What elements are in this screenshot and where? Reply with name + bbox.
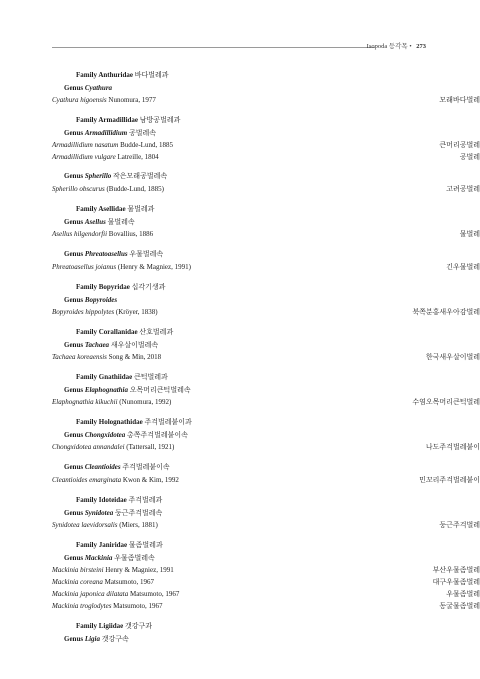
genus-korean-name: 공벌레속	[127, 129, 157, 137]
species-korean-name: 긴우물벌레	[446, 263, 480, 271]
genus-korean-name: 물벌레속	[105, 218, 135, 226]
species-korean-name: 큰머리공벌레	[439, 141, 480, 149]
genus-name: Phreatoasellus	[84, 250, 128, 258]
family-name: Family Ligiidae	[76, 622, 124, 630]
species-korean-name: 고려공벌레	[446, 185, 480, 193]
species-name: Mackinia coreana	[52, 578, 103, 586]
genus-korean-name: 작은모래공벌레속	[111, 172, 168, 180]
species-name: Mackinia birsteini	[52, 566, 104, 574]
species-author: Matsumoto, 1967	[128, 590, 180, 598]
genus-korean-name: 오목머리큰턱벌레속	[128, 386, 191, 394]
species-entry	[0, 184, 480, 194]
family-heading	[0, 115, 480, 125]
species-entry	[0, 307, 480, 317]
species-name: Tachaea koreaensis	[52, 353, 107, 361]
species-korean-name: 민꼬리주걱벌레붙이	[419, 476, 480, 484]
family-korean-name: 물벌레과	[125, 205, 155, 213]
species-korean-name: 북쪽분홍새우아감벌레	[412, 308, 480, 316]
family-name: Family Armadillidae	[76, 116, 139, 124]
genus-korean-name: 주걱벌레붙이속	[120, 463, 170, 471]
header-bullet: •	[409, 43, 412, 50]
genus-korean-name: 총쪽주걱벌레붙이속	[125, 431, 188, 439]
species-name: Cleantioides emarginata	[52, 476, 122, 484]
genus-name: Asellus	[84, 218, 106, 226]
genus-heading	[0, 634, 480, 644]
species-name: Armadillidium vulgare	[52, 153, 116, 161]
species-entry	[0, 229, 480, 239]
species-name: Elaphognathia kikuchii	[52, 398, 118, 406]
species-entry	[0, 601, 480, 611]
genus-heading	[0, 553, 480, 563]
family-korean-name: 물좀벌레과	[127, 541, 163, 549]
genus-prefix: Genus	[64, 463, 85, 471]
species-name: Synidotea laevidorsalis	[52, 521, 118, 529]
species-author: Budde-Lund, 1885	[118, 141, 173, 149]
genus-name: Synidotea	[84, 509, 114, 517]
species-entry	[0, 262, 480, 272]
family-name: Family Janiridae	[76, 541, 128, 549]
family-name: Family Idoteidae	[76, 496, 127, 504]
genus-prefix: Genus	[64, 218, 85, 226]
species-entry	[0, 475, 480, 485]
species-author: (Miers, 1881)	[117, 521, 158, 529]
species-korean-name: 나도주걱벌레붙이	[425, 443, 480, 451]
genus-prefix: Genus	[64, 341, 85, 349]
species-author: Bovallius, 1886	[107, 230, 154, 238]
family-korean-name: 바다벌레과	[132, 71, 169, 79]
genus-heading	[0, 83, 480, 93]
genus-name: Elaphognathia	[84, 386, 128, 394]
genus-name: Bopyroides	[84, 296, 118, 304]
species-korean-name: 물벌레	[459, 230, 480, 238]
genus-heading	[0, 217, 480, 227]
genus-korean-name: 우물벌레속	[127, 250, 164, 258]
species-author: Matsumoto, 1967	[102, 578, 155, 586]
genus-name: Cyathura	[84, 84, 113, 92]
species-name: Spherillo obscurus	[52, 185, 105, 193]
genus-prefix: Genus	[64, 635, 85, 643]
genus-heading	[0, 385, 480, 395]
species-author: Kwon & Kim, 1992	[121, 476, 179, 484]
species-author: (Tattersall, 1921)	[124, 443, 175, 451]
genus-name: Tachaea	[84, 341, 110, 349]
species-name: Mackinia troglodytes	[52, 602, 112, 610]
family-korean-name: 큰턱벌레과	[132, 373, 168, 381]
genus-heading	[0, 508, 480, 518]
family-name: Family Corallanidae	[76, 328, 138, 336]
family-korean-name: 십각기생과	[129, 283, 166, 291]
genus-name: Mackinia	[84, 554, 113, 562]
species-korean-name: 우물좀벌레	[446, 590, 480, 598]
species-name: Cyathura higoensis	[52, 96, 107, 104]
family-name: Family Anthuridae	[76, 71, 133, 79]
genus-prefix: Genus	[64, 509, 85, 517]
species-name: Phreatoasellus joianus	[52, 263, 117, 271]
header-text	[367, 41, 426, 50]
species-entry	[0, 442, 480, 452]
genus-prefix: Genus	[64, 250, 85, 258]
species-author: Henry & Magniez, 1991	[103, 566, 174, 574]
species-entry	[0, 520, 480, 530]
genus-prefix: Genus	[64, 554, 85, 562]
genus-korean-name: 둥근주걱벌레속	[113, 509, 163, 517]
family-korean-name: 주걱벌레과	[126, 496, 163, 504]
family-heading	[0, 621, 480, 631]
genus-heading	[0, 462, 480, 472]
genus-korean-name: 새우살이벌레속	[109, 341, 159, 349]
family-name: Family Bopyridae	[76, 283, 130, 291]
species-korean-name: 수염오목머리큰턱벌레	[412, 398, 480, 406]
family-heading	[0, 495, 480, 505]
family-korean-name: 주걱벌레붙이과	[142, 418, 192, 426]
species-korean-name: 대구우물좀벌레	[432, 578, 480, 586]
species-author: Nunomura, 1977	[106, 96, 156, 104]
genus-heading	[0, 430, 480, 440]
species-author: (Budde-Lund, 1885)	[104, 185, 164, 193]
header-rule	[52, 47, 375, 48]
species-author: (Kröyer, 1838)	[114, 308, 158, 316]
family-heading	[0, 282, 480, 292]
species-korean-name: 한국새우살이벌레	[425, 353, 480, 361]
family-heading	[0, 70, 480, 80]
species-entry	[0, 152, 480, 162]
genus-heading	[0, 128, 480, 138]
genus-prefix: Genus	[64, 431, 85, 439]
genus-korean-name: 갯강구속	[99, 635, 129, 643]
species-author: Matsumoto, 1967	[111, 602, 163, 610]
genus-name: Armadillidium	[84, 129, 128, 137]
genus-prefix: Genus	[64, 84, 85, 92]
species-name: Asellus hilgendorfii	[52, 230, 108, 238]
family-korean-name: 갯강구과	[123, 622, 153, 630]
species-author: Latreille, 1804	[115, 153, 159, 161]
family-heading	[0, 204, 480, 214]
species-korean-name: 동굴물좀벌레	[439, 602, 480, 610]
family-heading	[0, 417, 480, 427]
species-name: Chongxidotea annandalei	[52, 443, 125, 451]
species-entry	[0, 397, 480, 407]
family-heading	[0, 540, 480, 550]
genus-prefix: Genus	[64, 129, 85, 137]
species-korean-name: 모래바다벌레	[439, 96, 480, 104]
family-heading	[0, 327, 480, 337]
family-heading	[0, 372, 480, 382]
header-section: Isopoda 등각목	[366, 43, 408, 50]
species-name: Mackinia japonica dilatata	[52, 590, 129, 598]
species-korean-name: 공벌레	[459, 153, 480, 161]
genus-prefix: Genus	[64, 386, 85, 394]
species-korean-name: 둥근주걱벌레	[439, 521, 480, 529]
genus-heading	[0, 171, 480, 181]
genus-heading	[0, 295, 480, 305]
species-author: Song & Min, 2018	[106, 353, 162, 361]
genus-prefix: Genus	[64, 172, 85, 180]
family-korean-name: 산호벌레과	[137, 328, 174, 336]
species-entry	[0, 352, 480, 362]
genus-korean-name: 우물좀벌레속	[112, 554, 155, 562]
species-entry	[0, 589, 480, 599]
genus-name: Spherillo	[84, 172, 112, 180]
species-entry	[0, 577, 480, 587]
page-number: 273	[416, 43, 426, 50]
genus-heading	[0, 340, 480, 350]
family-name: Family Holognathidae	[76, 418, 143, 426]
species-entry	[0, 95, 480, 105]
species-name: Bopyroides hippolytes	[52, 308, 115, 316]
species-author: (Henry & Magniez, 1991)	[116, 263, 191, 271]
species-entry	[0, 140, 480, 150]
family-name: Family Asellidae	[76, 205, 126, 213]
species-author: (Nunomura, 1992)	[117, 398, 172, 406]
genus-heading	[0, 249, 480, 259]
genus-name: Ligia	[84, 635, 100, 643]
family-name: Family Gnathiidae	[76, 373, 133, 381]
genus-name: Chongxidotea	[84, 431, 126, 439]
genus-prefix: Genus	[64, 296, 85, 304]
family-korean-name: 남방공벌레과	[138, 116, 181, 124]
species-name: Armadillidium nasatum	[52, 141, 119, 149]
genus-name: Cleantioides	[84, 463, 121, 471]
species-entry	[0, 565, 480, 575]
species-korean-name: 부산우물좀벌레	[432, 566, 480, 574]
